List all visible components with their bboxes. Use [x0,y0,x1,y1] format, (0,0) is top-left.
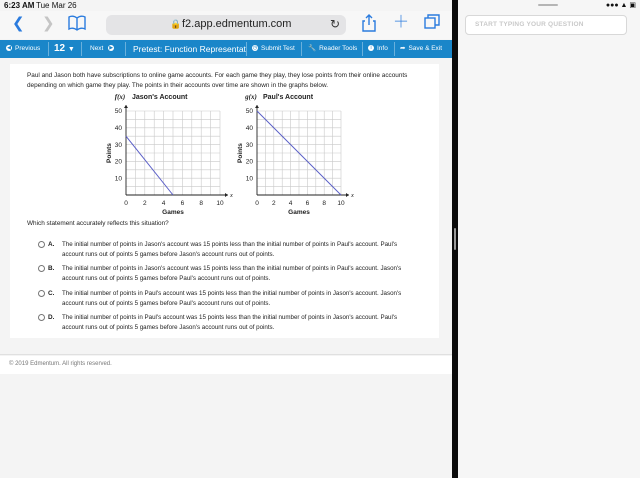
y-axis-label: Points [106,143,113,163]
page-selector[interactable] [54,40,75,58]
x-axis-label: Games [288,209,310,214]
status-icons: ●●● ▲ ▣ [605,2,636,9]
radio-button[interactable] [38,314,45,321]
next-icon: ▶ [109,45,114,52]
reader-tools-button[interactable] [308,40,357,58]
copyright-text: © 2019 Edmentum. All rights reserved. [9,361,112,367]
book-icon[interactable] [68,15,86,36]
option-text: The initial number of points in Paul's account was 15 points less than the initial number of points in Jason's account. Paul's account runs out of points 5 games before Jason's account runs out of points. [62,314,398,331]
page-number: 12 [54,43,66,54]
question-placeholder: START TYPING YOUR QUESTION [475,21,584,28]
option-letter: D. [48,314,55,321]
side-app-pane [458,0,640,478]
y-tick-label: 30 [245,141,253,149]
toolbar-divider [362,42,363,56]
radio-button[interactable] [38,290,45,297]
option-letter: B. [48,265,55,272]
page-footer [0,356,452,374]
plus-icon[interactable]: ＋ [393,14,410,31]
forward-arrow-icon[interactable]: ❯ [42,15,55,32]
x-tick-label: 8 [322,200,327,207]
option-letter: A. [48,241,55,248]
footer-divider [0,354,452,355]
x-tick-label: 2 [271,200,276,207]
x-axis-letter: x [351,192,354,199]
y-tick-label: 40 [114,125,122,132]
toolbar-divider [81,42,82,56]
submit-label: Submit Test [261,45,295,52]
share-icon[interactable] [362,14,376,37]
option-text: The initial number of points in Jason's account was 15 points less than the initial number of points in Paul's account. Paul's account runs out of points 5 games before Jason's account runs out of points. [62,241,398,258]
x-tick-label: 4 [288,200,293,207]
function-label: f(x) [114,93,126,101]
split-view-handle[interactable] [454,228,456,250]
status-time: 6:23 AM [4,1,35,10]
wrench-icon: 🔧 [308,45,317,52]
option-letter: C. [48,290,55,297]
tabs-icon[interactable] [424,14,440,35]
reload-icon[interactable]: ↻ [329,17,340,31]
x-tick-label: 0 [255,200,259,207]
x-tick-label: 8 [199,200,204,207]
option-text: The initial number of points in Paul's account was 15 points less than the initial number of points in Jason's account. Jason's account runs out of points 5 games before Paul's account runs out of points. [62,290,402,307]
question-input[interactable] [465,15,627,35]
previous-button[interactable] [6,40,40,58]
x-tick-label: 10 [337,200,345,207]
toolbar-divider [125,42,126,56]
url-field[interactable] [106,15,346,35]
function-label: g(x) [245,93,257,101]
question-intro: Paul and Jason both have subscriptions to online game accounts. For each game they play, they lose points from their online accounts depending on which game they play. The points in their accounts over time are shown in the graphs below. [27,72,408,89]
paul-account-graph [10,64,439,214]
x-axis-letter: x [230,192,233,199]
save-exit-label: Save & Exit [408,45,443,52]
y-tick-label: 20 [245,158,253,166]
status-date: Tue Mar 26 [36,1,77,10]
radio-button[interactable] [38,241,45,248]
app-grabber[interactable] [538,4,558,6]
next-label: Next [90,45,104,52]
x-tick-label: 10 [216,200,224,207]
y-axis-arrow [255,105,259,108]
back-arrow-icon[interactable]: ❮ [12,15,25,32]
y-tick-label: 50 [114,108,122,116]
clock-icon: ◷ [252,45,258,52]
x-tick-label: 6 [180,200,185,207]
x-axis-label: Games [162,209,184,214]
y-axis-label: Points [237,143,244,163]
toolbar-divider [48,42,49,56]
question-prompt: Which statement accurately reflects this situation? [27,220,169,227]
lock-icon: 🔒 [170,19,182,29]
question-card [10,64,439,338]
next-button[interactable] [90,40,117,58]
reader-label: Reader Tools [319,45,358,52]
radio-button[interactable] [38,265,45,272]
exit-icon: ➦ [400,45,406,52]
x-tick-label: 2 [142,200,147,207]
browser-toolbar [0,11,452,39]
test-toolbar [0,40,452,58]
submit-test-button[interactable] [252,40,295,58]
toolbar-divider [246,42,247,56]
x-tick-label: 0 [124,200,128,207]
y-tick-label: 30 [114,141,122,149]
y-tick-label: 10 [114,175,122,183]
option-text: The initial number of points in Jason's account was 15 points less than the initial number of points in Paul's account. Jason's account runs out of points 5 games before Paul's account runs out of points. [62,265,402,282]
toolbar-divider [394,42,395,56]
previous-label: Previous [15,45,41,52]
x-tick-label: 4 [161,200,166,207]
y-tick-label: 50 [245,108,253,116]
info-label: Info [377,45,388,52]
y-tick-label: 10 [245,175,253,183]
toolbar-divider [301,42,302,56]
previous-icon: ◀ [7,45,11,52]
info-button[interactable] [368,40,388,58]
y-tick-label: 20 [114,158,122,166]
test-title: Pretest: Function Representat [133,44,246,54]
url-text: f2.app.edmentum.com [182,18,292,30]
chevron-down-icon: ▼ [67,46,75,53]
x-tick-label: 6 [305,200,310,207]
chart-title: Paul's Account [263,94,314,101]
info-icon: i [368,45,374,51]
y-tick-label: 40 [245,125,253,132]
status-bar [0,0,452,11]
save-exit-button[interactable] [400,40,442,58]
chart-title: Jason's Account [132,94,188,101]
x-axis-arrow [346,193,349,197]
